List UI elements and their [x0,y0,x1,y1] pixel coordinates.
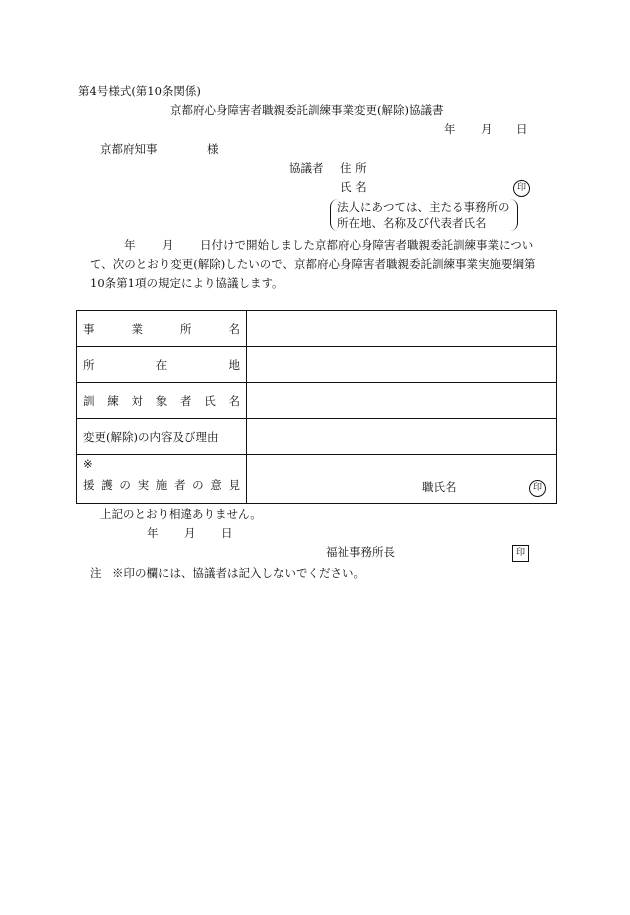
label-char: 護 [101,478,113,492]
body-year: 年 [124,238,136,252]
applicant-address-label: 住 所 [340,161,367,175]
label-char: 所 [180,321,192,336]
label-char: 練 [107,393,119,408]
table-row [77,419,557,455]
corporate-note-line-2: 所在地、名称及び代表者氏名 [337,216,487,230]
location-field[interactable] [247,347,557,383]
date-year: 年 [444,122,456,136]
label-char: 者 [180,393,192,408]
addressee-name: 京都府知事 [100,142,158,156]
label-char: 名 [228,321,240,336]
confirmation-text: 上記のとおり相違ありません。 [100,507,262,521]
label-char: 氏 [204,393,216,408]
body-month: 月 [162,238,174,252]
consultation-table [76,310,557,504]
date-month: 月 [481,122,493,136]
label-char: 訓 [83,393,95,408]
label-char: 所 [83,357,95,372]
document-title: 京都府心身障害者職親委託訓練事業変更(解除)協議書 [170,103,444,117]
trainee-name-field[interactable] [247,383,557,419]
applicant-seal-icon: 印 [513,180,530,197]
form-number: 第4号様式(第10条関係) [78,84,201,98]
table-row [77,311,557,347]
office-name-field[interactable] [247,311,557,347]
label-char: 意 [210,478,222,492]
table-row [77,347,557,383]
label-char: の [192,478,204,492]
label-char: 象 [155,393,168,408]
label-char: 名 [228,393,240,408]
label-char: の [119,478,131,492]
corporate-note [330,199,518,231]
label-char: 援 [83,478,95,492]
support-opinion-field[interactable] [247,455,557,504]
office-seal-icon: 印 [512,545,529,562]
confirmation-month: 月 [184,526,196,540]
label-char: 対 [131,393,143,408]
applicant-role: 協議者 [289,161,324,175]
change-reason-field[interactable] [247,419,557,455]
official-title-label: 職氏名 [422,480,457,494]
body-line-2: て、次のとおり変更(解除)したいので、京都府心身障害者職親委託訓練事業実施要綱第 [90,257,536,271]
label-char: 者 [173,478,186,492]
addressee-honorific: 様 [207,142,219,156]
date-day: 日 [516,122,528,136]
label-char: 事 [83,321,95,336]
reference-mark: ※ [83,457,93,471]
welfare-office-head: 福祉事務所長 [326,545,395,559]
table-row [77,383,557,419]
label-char: 業 [131,321,143,336]
label-char: 在 [155,357,168,372]
confirmation-day: 日 [221,526,233,540]
official-seal-icon: 印 [529,480,546,497]
trainee-name-label [77,383,247,419]
corporate-note-line-1: 法人にあつては、主たる事務所の [337,200,510,214]
label-char: 見 [228,478,240,492]
label-char: 地 [228,357,240,372]
office-name-label [77,311,247,347]
body-line-3: 10条第1項の規定により協議します。 [90,276,284,290]
table-row [77,455,557,504]
change-reason-label: 変更(解除)の内容及び理由 [77,419,247,455]
location-label [77,347,247,383]
note-text: ※印の欄には、協議者は記入しないでください。 [112,566,365,580]
confirmation-year: 年 [147,526,159,540]
support-opinion-label [77,455,247,504]
note-label: 注 [90,566,102,580]
body-line-1: 日付けで開始しました京都府心身障害者職親委託訓練事業につい [200,238,534,252]
label-char: 実 [137,478,150,492]
label-char: 施 [155,478,168,492]
applicant-name-label: 氏 名 [340,180,367,194]
